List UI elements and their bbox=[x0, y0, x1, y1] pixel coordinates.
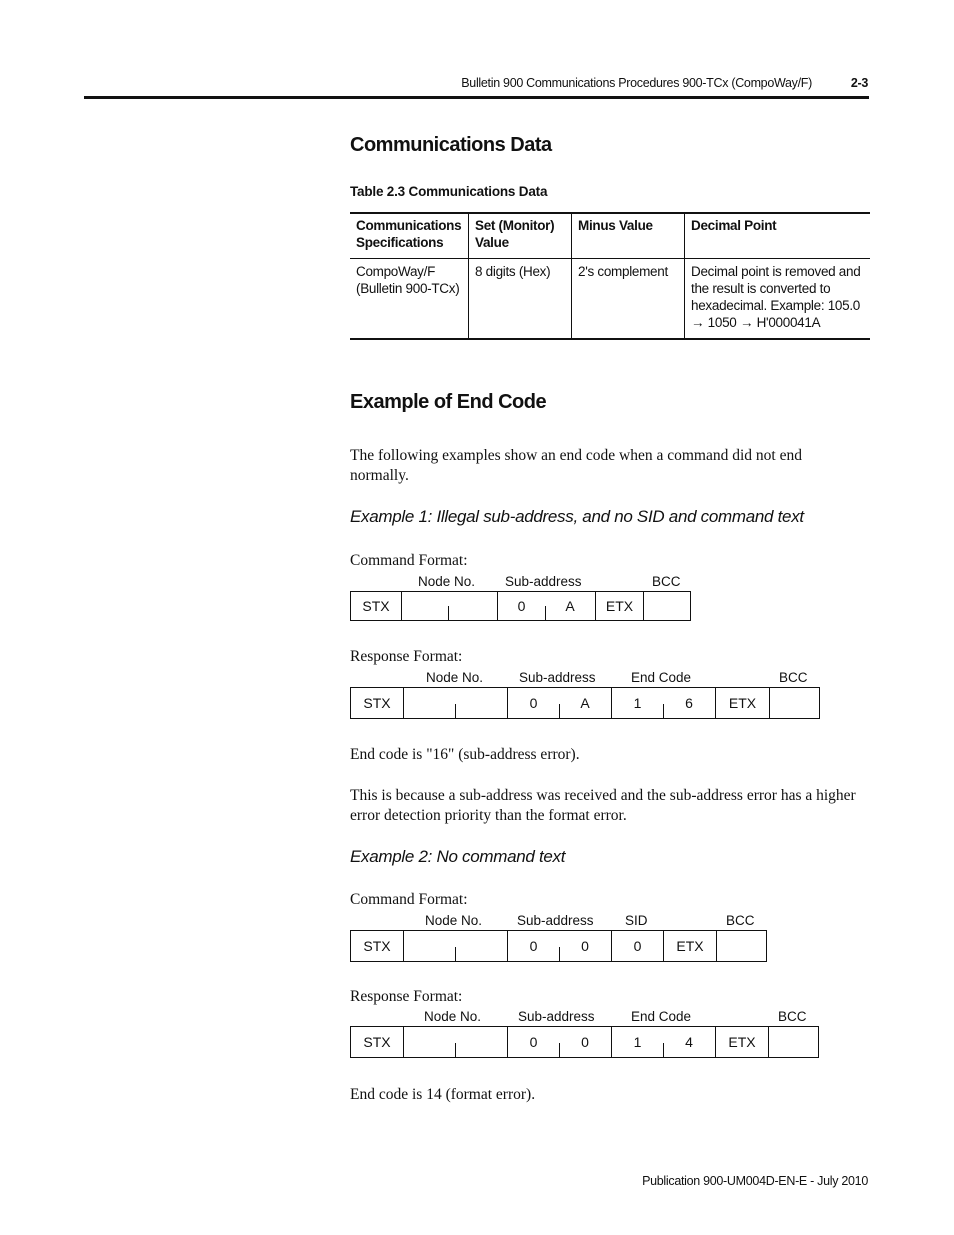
example-1-title: Example 1: Illegal sub-address, and no SID and command text bbox=[350, 507, 804, 526]
frame-cell-subaddr-1: 0 bbox=[507, 1027, 559, 1057]
frame-cell-etx: ETX bbox=[715, 1027, 768, 1057]
intro-paragraph: The following examples show an end code when a command did not end normally. bbox=[350, 447, 802, 484]
frame-cell-stx: STX bbox=[363, 695, 391, 711]
example-2-title: Example 2: No command text bbox=[350, 847, 566, 866]
frame-cell-bcc bbox=[643, 592, 692, 620]
frame-cell-etx: ETX bbox=[715, 688, 769, 718]
table-caption: Table 2.3 Communications Data bbox=[350, 184, 548, 199]
frame-label: Node No. bbox=[424, 1009, 482, 1024]
section-heading-end-code: Example of End Code bbox=[350, 391, 547, 413]
frame-label: BCC bbox=[726, 913, 755, 928]
frame-cell-subaddr-1: 0 bbox=[497, 592, 545, 620]
header-rule bbox=[84, 96, 869, 99]
frame-label: SID bbox=[625, 913, 648, 928]
table-cell: 2's complement bbox=[572, 259, 685, 340]
arrow-right-icon: → bbox=[739, 315, 754, 330]
frame-label: Sub-address bbox=[518, 1009, 595, 1024]
frame-cell-endcode-1: 1 bbox=[611, 688, 663, 718]
frame-cell-subaddr-1: 0 bbox=[507, 688, 559, 718]
arrow-right-icon: → bbox=[691, 315, 705, 330]
response-format-label: Response Format: bbox=[350, 988, 463, 1005]
running-header: Bulletin 900 Communications Procedures 900-TCx (CompoWay/F) bbox=[461, 76, 812, 90]
frame-cell-bcc bbox=[768, 1027, 820, 1057]
explanation-paragraph: This is because a sub-address was received and the sub-address error has a higher error detection priority than the format error. bbox=[350, 787, 856, 824]
table-header-cell: Set (Monitor) Value bbox=[469, 213, 572, 259]
frame-divider bbox=[455, 704, 456, 718]
publication-footer: Publication 900-UM004D-EN-E - July 2010 bbox=[642, 1174, 868, 1188]
frame-label: Node No. bbox=[426, 670, 484, 685]
frame-label: Sub-address bbox=[519, 670, 596, 685]
frame-cell-etx: ETX bbox=[663, 931, 716, 961]
table-header-cell: Decimal Point bbox=[685, 213, 871, 259]
frame-cell-stx: STX bbox=[362, 598, 390, 614]
command-frame-example-1 bbox=[350, 591, 691, 621]
table-row bbox=[350, 259, 870, 340]
frame-divider bbox=[455, 1043, 456, 1057]
frame-label: End Code bbox=[631, 1009, 692, 1024]
frame-cell-node bbox=[401, 592, 497, 620]
response-frame-example-2 bbox=[350, 1026, 819, 1058]
table-header-cell: Minus Value bbox=[572, 213, 685, 259]
communications-data-table bbox=[350, 212, 870, 340]
frame-cell-bcc bbox=[769, 688, 821, 718]
frame-cell-subaddr-2: 0 bbox=[581, 938, 589, 954]
frame-cell-subaddr-2: A bbox=[580, 695, 590, 711]
response-format-label: Response Format: bbox=[350, 648, 463, 665]
command-format-label: Command Format: bbox=[350, 891, 468, 908]
frame-cell-subaddr-1: 0 bbox=[507, 931, 559, 961]
frame-divider bbox=[455, 947, 456, 961]
frame-label: BCC bbox=[652, 574, 681, 589]
frame-cell-stx: STX bbox=[363, 938, 391, 954]
page-number: 2-3 bbox=[850, 76, 868, 90]
frame-label: BCC bbox=[779, 670, 808, 685]
frame-cell-stx: STX bbox=[363, 1034, 391, 1050]
frame-cell-bcc bbox=[716, 931, 768, 961]
frame-cell-endcode-1: 1 bbox=[611, 1027, 663, 1057]
frame-cell-endcode-2: 6 bbox=[685, 695, 693, 711]
table-cell: CompoWay/F (Bulletin 900-TCx) bbox=[350, 259, 469, 340]
frame-label: Node No. bbox=[418, 574, 476, 589]
frame-cell-sid: 0 bbox=[611, 931, 663, 961]
frame-label: Sub-address bbox=[517, 913, 594, 928]
frame-label: End Code bbox=[631, 670, 692, 685]
section-heading-communications-data: Communications Data bbox=[350, 134, 552, 156]
response-frame-example-1 bbox=[350, 687, 820, 719]
command-format-label: Command Format: bbox=[350, 552, 468, 569]
frame-cell-subaddr-2: 0 bbox=[581, 1034, 589, 1050]
frame-divider bbox=[448, 606, 449, 620]
table-header-cell: Communications Specifications bbox=[350, 213, 469, 259]
decimal-point-text: Decimal point is removed and the result is converted to hexadecimal. Example: 105.0 bbox=[691, 264, 861, 313]
end-code-note-2: End code is 14 (format error). bbox=[350, 1086, 536, 1103]
table-cell: 8 digits (Hex) bbox=[469, 259, 572, 340]
frame-cell-etx: ETX bbox=[595, 592, 643, 620]
frame-cell-subaddr-2: A bbox=[565, 598, 575, 614]
frame-cell-endcode-2: 4 bbox=[685, 1034, 693, 1050]
frame-label: Sub-address bbox=[505, 574, 582, 589]
decimal-point-value: 1050 bbox=[707, 315, 737, 330]
table-header-row bbox=[350, 213, 870, 259]
decimal-point-hex: H'000041A bbox=[756, 315, 821, 330]
frame-label: Node No. bbox=[425, 913, 483, 928]
frame-label: BCC bbox=[778, 1009, 807, 1024]
table-cell bbox=[685, 259, 871, 340]
end-code-note-1: End code is "16" (sub-address error). bbox=[350, 746, 580, 763]
command-frame-example-2 bbox=[350, 930, 767, 962]
